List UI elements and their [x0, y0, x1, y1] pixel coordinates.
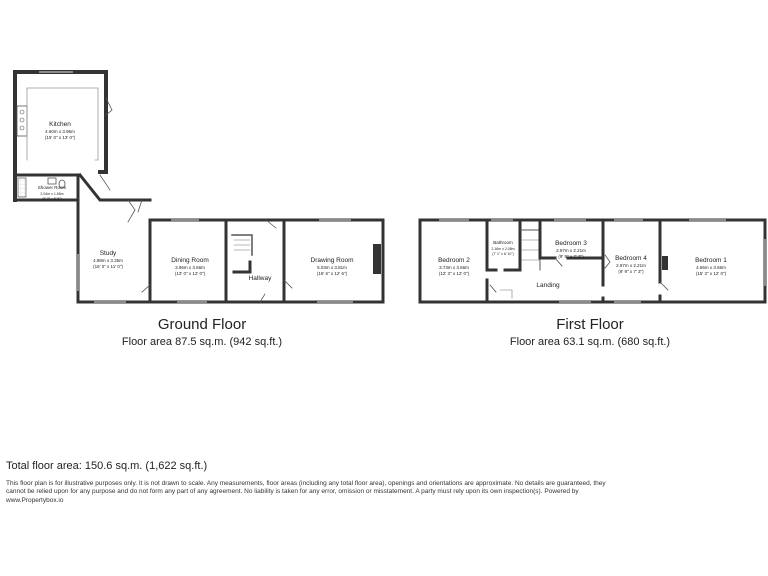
kitchen-dims-m: 4.60m x 3.96m	[45, 129, 75, 134]
bedroom-4-dims-m: 2.97m x 2.21m	[616, 263, 646, 268]
hallway-walls	[226, 220, 284, 302]
bedroom-3-dims-ft: (9' 9" x 7' 3")	[558, 254, 584, 259]
bedroom-1-dims-m: 4.65m x 3.66m	[696, 265, 726, 270]
bedroom-1-name: Bedroom 1	[695, 257, 727, 264]
bedroom-2-name: Bedroom 2	[438, 257, 470, 264]
bedroom-3-walls	[540, 220, 555, 258]
drawing-room-name: Drawing Room	[310, 257, 354, 264]
kitchen-dims-ft: (15' 0" x 13' 0")	[44, 135, 76, 140]
shower-room-dims-ft: (6' 8" x 5' 5")	[42, 197, 62, 201]
shower-room-name: Shower Room	[37, 185, 67, 190]
basin-icon	[48, 178, 56, 184]
study-bifold-door-icon	[128, 200, 135, 222]
bathroom-dims-m: 2.16m x 2.08m	[491, 247, 515, 251]
chimney-breast-icon	[662, 256, 668, 270]
ground-floor-area: Floor area 87.5 sq.m. (942 sq.ft.)	[121, 336, 283, 348]
bedroom-2-walls	[487, 220, 496, 270]
fireplace-icon	[373, 244, 381, 274]
ground-floor-labels	[38, 121, 354, 282]
bedroom-3-name: Bedroom 3	[555, 240, 587, 247]
hallway-name: Hallway	[248, 275, 272, 282]
study-name: Study	[99, 250, 117, 257]
bedroom-4-name: Bedroom 4	[615, 255, 647, 262]
disclaimer-text: This floor plan is for illustrative purposes only. It is not drawn to scale. Any measurements, floor areas (including any total floor area), openings and orientations are approximate. No details are guaranteed, they cannot be relied upon for any purpose and do not form any part of any agreement. No liability is taken for any error, omission or misstatement. A party must rely upon its own inspection(s). Powered by www.Propertybox.io	[6, 480, 606, 504]
first-floor-labels	[438, 240, 727, 289]
dining-room-dims-m: 3.96m x 3.66m	[175, 265, 205, 270]
first-floor-area: Floor area 63.1 sq.m. (680 sq.ft.)	[509, 336, 671, 348]
total-floor-area: Total floor area: 150.6 sq.m. (1,622 sq.ft.)	[6, 460, 208, 472]
bathroom-walls	[505, 220, 520, 270]
ground-floor-title: Ground Floor	[157, 316, 247, 333]
drawing-room-dims-m: 5.03m x 3.81m	[317, 265, 347, 270]
study-dims-ft: (16' 0" x 11' 0")	[93, 264, 123, 269]
hob-icon	[17, 106, 27, 136]
landing-name: Landing	[536, 282, 560, 289]
bedroom-3-dims-m: 2.97m x 2.21m	[556, 248, 586, 253]
drawing-room-dims-ft: (16' 6" x 12' 6")	[316, 271, 348, 276]
kitchen-name: Kitchen	[49, 121, 71, 128]
bedroom-4-dims-ft: (9' 9" x 7' 3")	[618, 269, 644, 274]
shower-tray-icon	[18, 178, 26, 197]
dining-room-dims-ft: (13' 0" x 12' 0")	[174, 271, 206, 276]
bedroom-1-dims-ft: (15' 3" x 12' 0")	[695, 271, 727, 276]
first-floor-title: First Floor	[556, 316, 624, 333]
bathroom-dims-ft: (7' 1" x 6' 10")	[492, 252, 514, 256]
shower-room-dims-m: 2.04m x 1.65m	[40, 192, 64, 196]
study-dims-m: 4.88m x 3.35m	[93, 258, 123, 263]
bedroom-2-dims-ft: (12' 3" x 12' 0")	[438, 271, 470, 276]
bedroom-2-dims-m: 3.73m x 3.66m	[439, 265, 469, 270]
dining-room-name: Dining Room	[171, 257, 209, 264]
bathroom-name: Bathroom	[493, 240, 513, 245]
